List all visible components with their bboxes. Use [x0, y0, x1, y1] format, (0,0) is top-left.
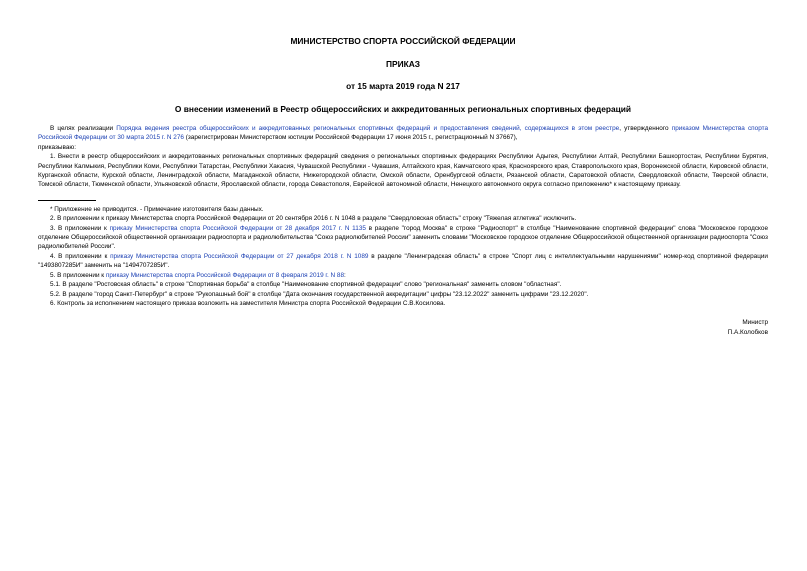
document-page — [38, 30, 768, 337]
document-body — [38, 124, 768, 308]
item-5-text-1: 5. В приложении к — [50, 271, 106, 279]
order-1135-link[interactable]: приказу Министерства спорта Российской Федерации от 28 декабря 2017 г. N 1135 — [109, 224, 366, 232]
item-5-text-2: : — [344, 271, 346, 279]
intro-paragraph — [38, 124, 768, 143]
intro-text-3: (зарегистрирован Министерством юстиции Российской Федерации 17 июня 2015 г., регистрационный N 37667), — [183, 134, 518, 142]
item-1: 1. Внести в реестр общероссийских и аккредитованных региональных спортивных федераций сведения о региональных спортивных федерациях Республики Адыгея, Республики Алтай, Республики Башкортостан, Республики Бурятия, Республики Калмыкия, Республики Коми, Республики Татарстан, Республики Хакасия, Чувашской Республики - Чувашия, Алтайского края, Камчатского края, Красноярского края, Ставропольского края, Воронежской области, Кировской области, Курганской области, Курской области, Ленинградской области, Магаданской области, Нижегородской области, Омской области, Оренбургской области, Рязанской области, Саратовской области, Свердловской области, Тверской области, Томской области, Тюменской области, Ульяновской области, Ярославской области, города Севастополя, Еврейской автономной области, Ненецкого автономного округа согласно приложению* к настоящему приказу. — [38, 153, 768, 189]
ministry-heading: МИНИСТЕРСТВО СПОРТА РОССИЙСКОЙ ФЕДЕРАЦИИ — [290, 36, 516, 46]
document-title: О внесении изменений в Реестр общероссийских и аккредитованных региональных спортивных федераций — [174, 104, 632, 114]
signature-block — [38, 318, 768, 337]
item-5-2: 5.2. В разделе "город Санкт-Петербург" в строке "Рукопашный бой" в столбце "Дата окончания государственной аккредитации" цифры "23.12.2022" заменить цифрами "23.12.2020". — [50, 290, 589, 298]
item-5 — [38, 271, 768, 280]
item-6: 6. Контроль за исполнением настоящего приказа возложить на заместителя Министра спорта Российской Федерации С.В.Косилова. — [50, 299, 446, 307]
footnote: * Приложение не приводится. - Примечание изготовителя базы данных. — [50, 205, 264, 213]
item-4-text-2: в разделе "Ленинградская область" в строке "Спорт лиц с интеллектуальными нарушениями" номер-код спортивной федерации "1493807285И" заменить на "1494707285И". — [38, 252, 769, 270]
item-4-text-1: 4. В приложении к — [50, 252, 111, 260]
order-88-link[interactable]: приказу Министерства спорта Российской Федерации от 8 февраля 2019 г. N 88 — [105, 271, 345, 279]
item-2: 2. В приложении к приказу Министерства спорта Российской Федерации от 20 сентября 2016 г. N 1048 в разделе "Свердловская область" строку "Тяжелая атлетика" исключить. — [50, 215, 577, 223]
item-3-text-1: 3. В приложении к — [50, 224, 110, 232]
signature-name: П.А.Колобков — [727, 328, 768, 336]
intro-text-2: , утвержденного — [619, 125, 672, 132]
order-1089-link[interactable]: приказу Министерства спорта Российской Федерации от 27 декабря 2018 г. N 1089 — [110, 252, 369, 260]
date-number-heading: от 15 марта 2019 года N 217 — [346, 81, 460, 91]
prikazyvayu-line: приказываю: — [38, 143, 76, 151]
item-3 — [38, 224, 768, 252]
procedure-link[interactable]: Порядка ведения реестра общероссийских и аккредитованных региональных спортивных федераций и предоставления сведений, содержащихся в этом реестре — [116, 125, 620, 132]
order-276-link[interactable]: приказом Министерства спорта Российской Федерации от 30 марта 2015 г. N 276 — [38, 125, 769, 142]
signature-position: Министр — [742, 319, 768, 327]
item-4 — [38, 252, 768, 271]
intro-text-1: В целях реализации — [50, 125, 117, 132]
item-3-text-2: в разделе "город Москва" в строке "Радиоспорт" в столбце "Наименование спортивной федерации" слова "Московское городское отделение Общероссийской общественной организации радиоспорта и радиолюбительства "Союз радиолюбителей России" заменить словами "Московское городское отделение Общероссийской общественной организации радиоспорта "Союз радиолюбителей России". — [38, 224, 769, 251]
doc-type-heading: ПРИКАЗ — [385, 59, 421, 69]
item-5-1: 5.1. В разделе "Ростовская область" в строке "Спортивная борьба" в столбце "Наименование спортивной федерации" слово "региональная" заменить словом "областная". — [50, 281, 562, 289]
footnote-separator — [38, 200, 96, 201]
